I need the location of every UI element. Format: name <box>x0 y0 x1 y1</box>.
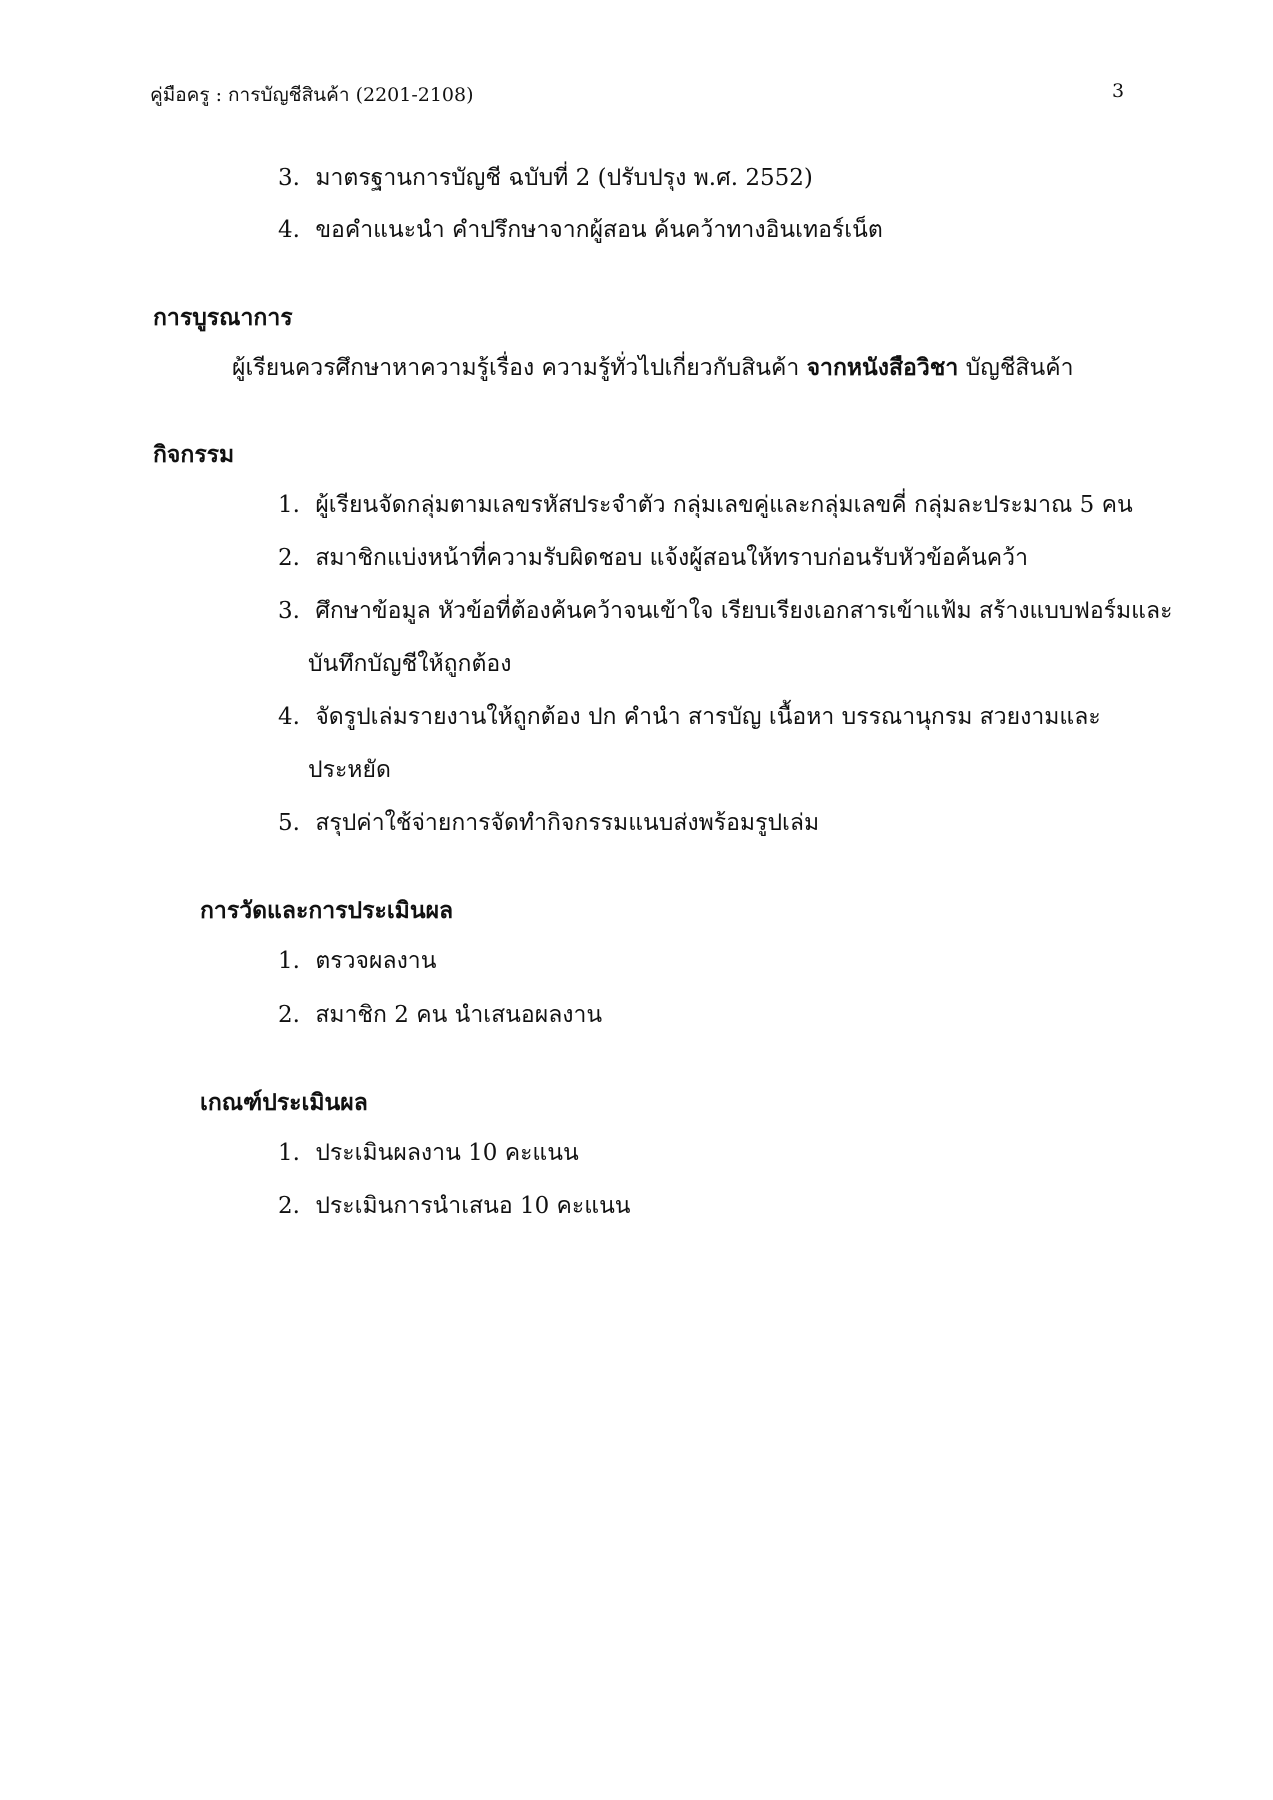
item-number: 1. <box>278 492 300 518</box>
item-number: 1. <box>278 948 300 974</box>
section-heading: กิจกรรม <box>153 441 235 468</box>
list-item <box>278 492 1133 520</box>
item-text: จัดรูปเล่มรายงานให้ถูกต้อง ปก คำนำ สารบัญ เนื้อหา บรรณานุกรม สวยงามและ <box>315 704 1101 730</box>
item-number: 4. <box>278 217 300 243</box>
page-number: 3 <box>1112 80 1125 102</box>
paragraph-text-end: บัญชีสินค้า <box>958 355 1074 381</box>
item-text: ศึกษาข้อมูล หัวข้อที่ต้องค้นคว้าจนเข้าใจ เรียบเรียงเอกสารเข้าแฟ้ม สร้างแบบฟอร์มและ <box>315 598 1173 624</box>
item-number: 5. <box>278 810 300 836</box>
section-heading: เกณฑ์ประเมินผล <box>200 1089 368 1116</box>
list-item-continuation: ประหยัด <box>308 757 391 783</box>
list-item <box>278 217 883 245</box>
item-number: 3. <box>278 165 300 191</box>
item-text: ตรวจผลงาน <box>315 948 437 974</box>
item-text: ผู้เรียนจัดกลุ่มตามเลขรหัสประจำตัว กลุ่มเลขคู่และกลุ่มเลขคี่ กลุ่มละประมาณ 5 คน <box>315 492 1133 518</box>
list-item <box>278 704 1101 732</box>
list-item <box>278 545 1028 573</box>
item-text: ประเมินการนำเสนอ 10 คะแนน <box>315 1193 631 1219</box>
section-heading: การบูรณาการ <box>153 304 293 331</box>
list-item-continuation: บันทึกบัญชีให้ถูกต้อง <box>308 651 512 677</box>
item-text: สรุปค่าใช้จ่ายการจัดทำกิจกรรมแนบส่งพร้อมรูปเล่ม <box>315 810 820 836</box>
item-text: มาตรฐานการบัญชี ฉบับที่ 2 (ปรับปรุง พ.ศ. 2552) <box>315 165 813 191</box>
list-item <box>278 1002 602 1030</box>
item-text: สมาชิกแบ่งหน้าที่ความรับผิดชอบ แจ้งผู้สอนให้ทราบก่อนรับหัวข้อค้นคว้า <box>315 545 1029 571</box>
paragraph-text: ผู้เรียนควรศึกษาหาความรู้เรื่อง ความรู้ทั่วไปเกี่ยวกับสินค้า <box>232 355 807 381</box>
paragraph-bold-text: จากหนังสือวิชา <box>806 354 959 381</box>
item-number: 2. <box>278 545 300 571</box>
list-item <box>278 598 1172 626</box>
item-number: 4. <box>278 704 300 730</box>
item-number: 2. <box>278 1193 300 1219</box>
item-number: 3. <box>278 598 300 624</box>
list-item <box>278 1193 631 1221</box>
item-number: 2. <box>278 1002 300 1028</box>
paragraph <box>232 354 1074 383</box>
list-item <box>278 810 819 838</box>
item-text: สมาชิก 2 คน นำเสนอผลงาน <box>315 1002 603 1028</box>
item-number: 1. <box>278 1140 300 1166</box>
list-item <box>278 1140 579 1168</box>
item-text: ประเมินผลงาน 10 คะแนน <box>315 1140 579 1166</box>
section-heading: การวัดและการประเมินผล <box>200 897 454 924</box>
item-text: ขอคำแนะนำ คำปรึกษาจากผู้สอน ค้นคว้าทางอินเทอร์เน็ต <box>315 217 883 243</box>
list-item <box>278 948 436 976</box>
header-title: คู่มือครู : การบัญชีสินค้า (2201-2108) <box>150 84 474 106</box>
list-item <box>278 165 813 193</box>
